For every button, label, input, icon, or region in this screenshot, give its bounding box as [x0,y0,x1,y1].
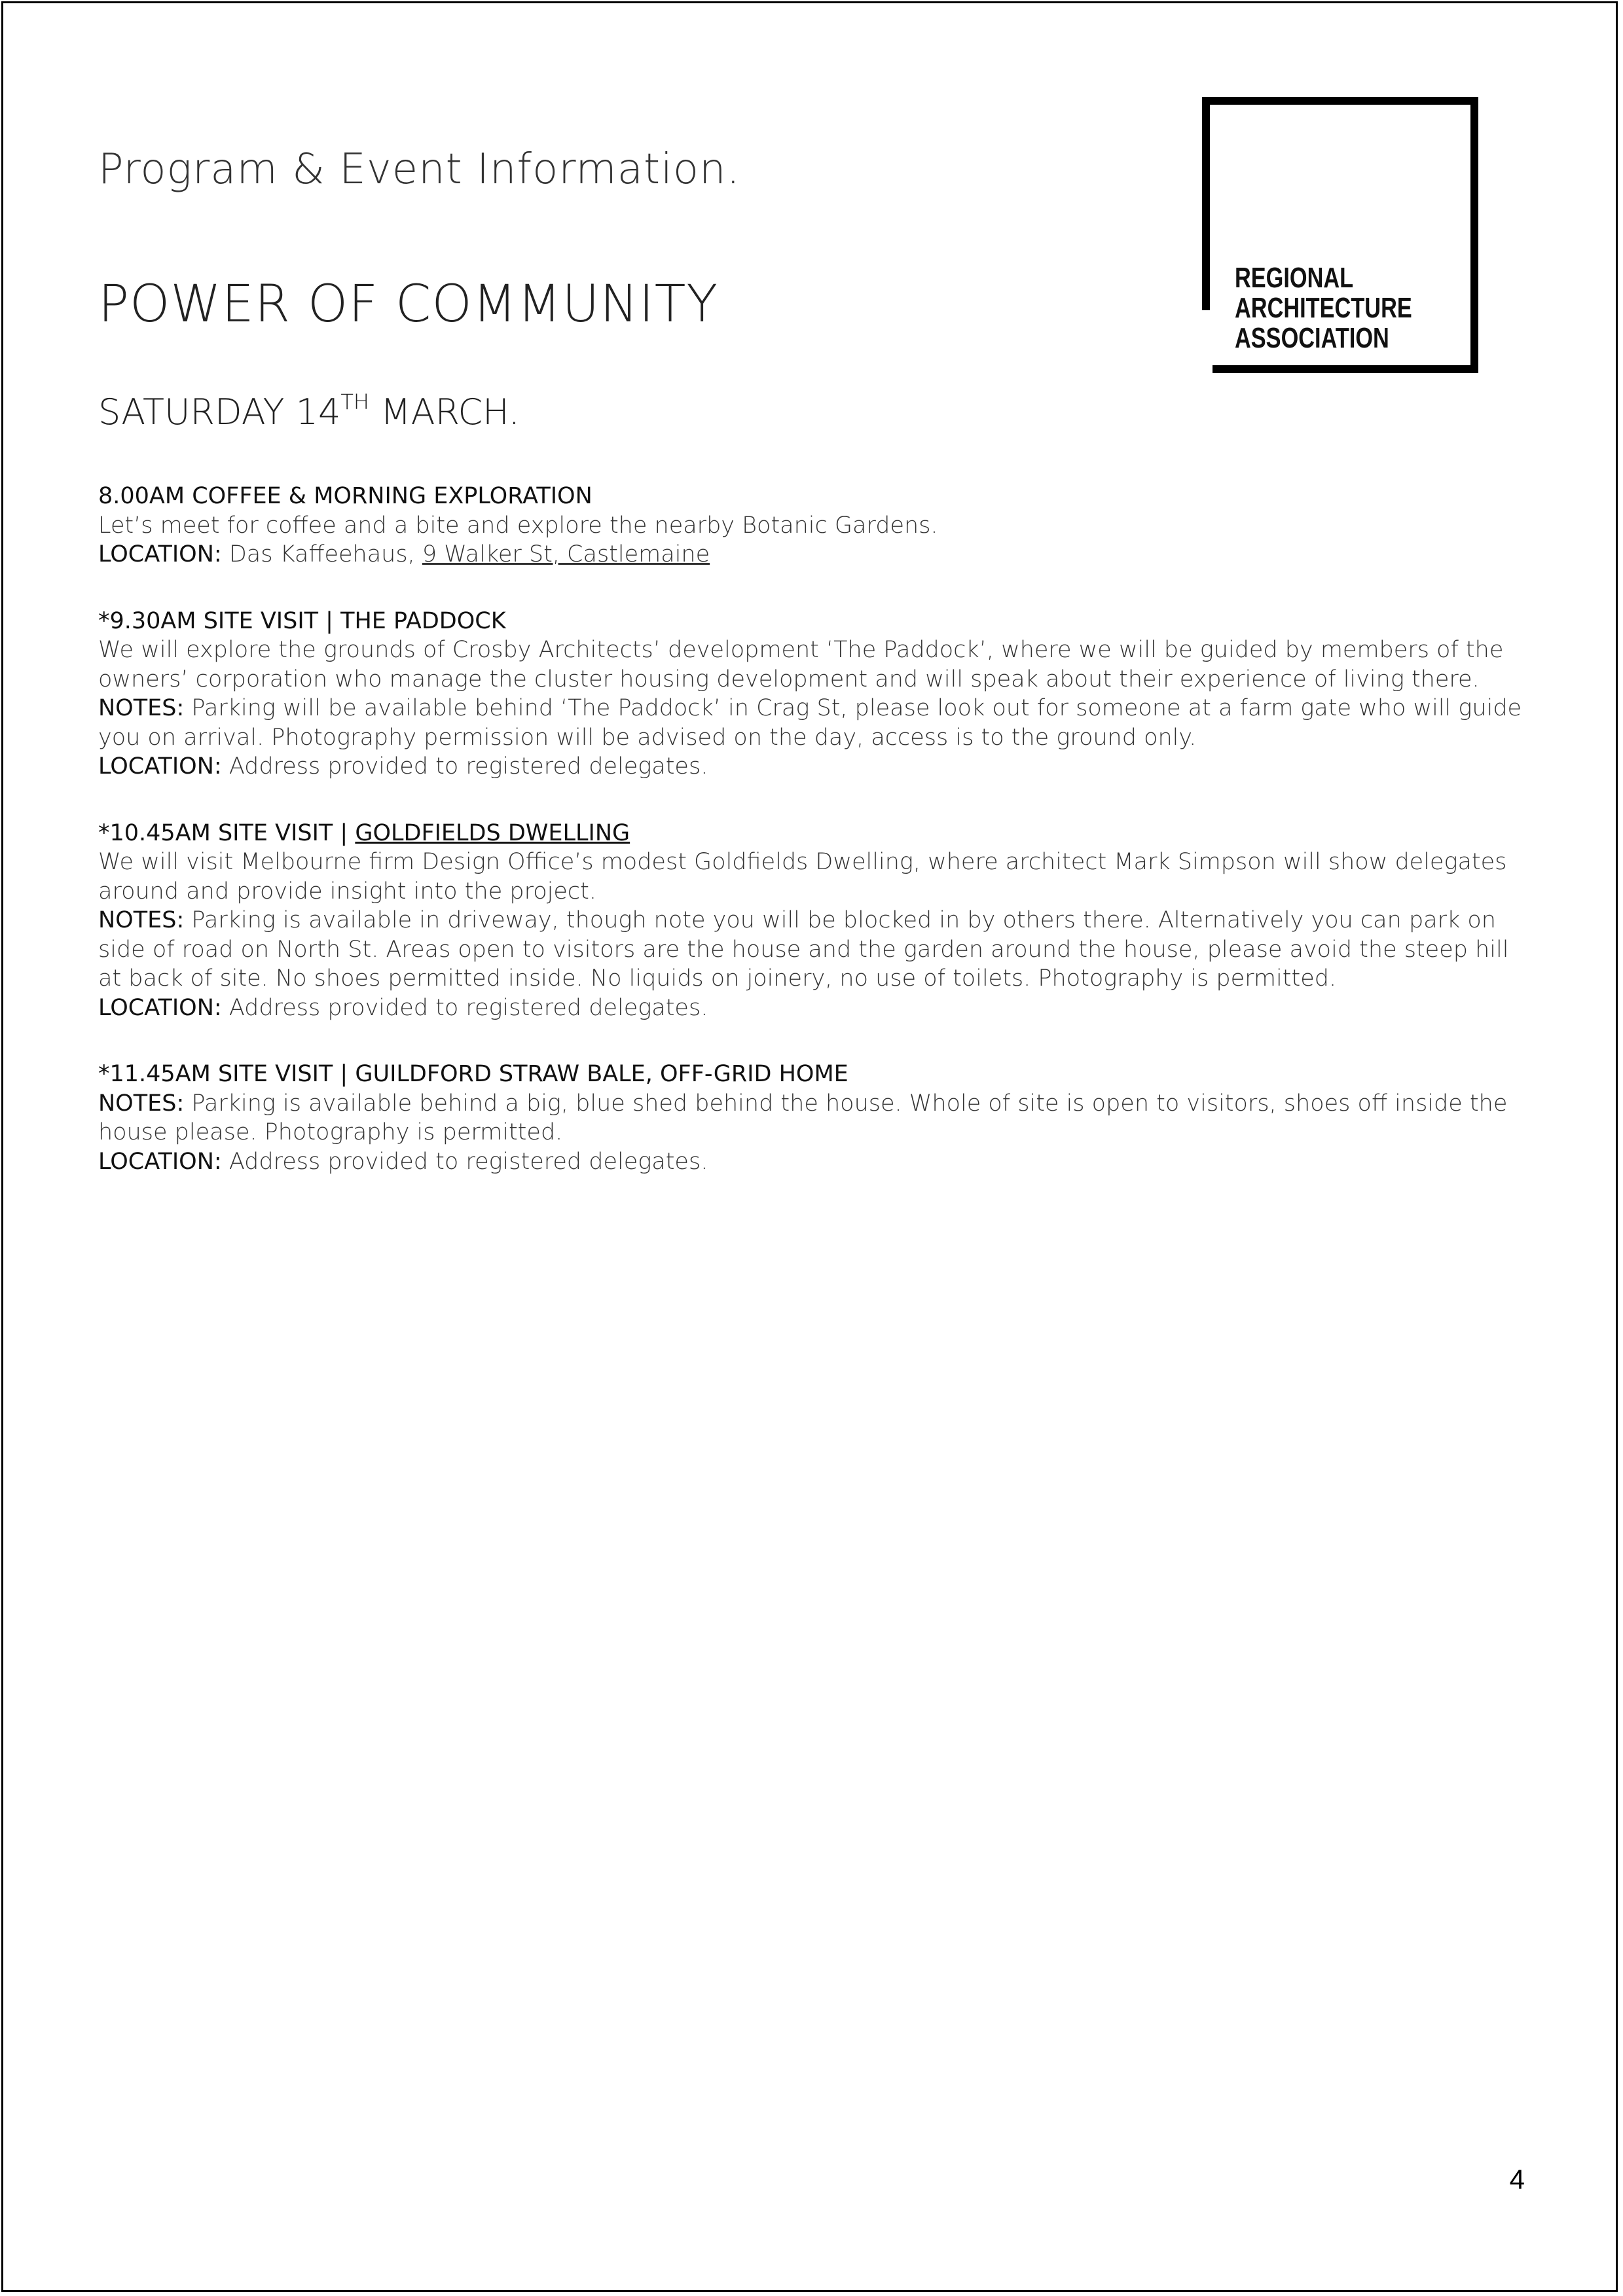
program-item-coffee [98,482,1532,569]
item-description: We will visit Melbourne firm Design Office’s modest Goldfields Dwelling, where architect Mark Simpson will show delegates around and provide insight into the project. [98,849,1507,905]
program-content [98,482,1532,1213]
logo-line-3: ASSOCIATION [1235,322,1389,354]
heading-prefix: *10.45AM SITE VISIT | [98,819,356,846]
item-heading: 8.00AM COFFEE & MORNING EXPLORATION [98,483,593,509]
program-item-goldfields-dwelling [98,819,1532,1023]
program-item-guildford-straw-bale [98,1060,1532,1176]
location-text: Address provided to registered delegates. [221,994,708,1021]
item-heading: *11.45AM SITE VISIT | GUILDFORD STRAW BALE, OFF-GRID HOME [98,1061,848,1087]
location-link[interactable]: 9 Walker St, Castlemaine [422,541,710,567]
item-notes [98,1089,1532,1147]
notes-label: NOTES: [98,695,185,721]
regional-architecture-association-logo [1202,97,1478,373]
notes-label: NOTES: [98,907,185,933]
location-text: Address provided to registered delegates. [221,1148,708,1175]
location-text: Address provided to registered delegates. [221,753,708,780]
page-header-title: Program & Event Information. [98,145,740,194]
notes-label: NOTES: [98,1090,185,1117]
notes-text: Parking is available in driveway, though note you will be blocked in by others there. Alternatively you can park on side of road on North St. Areas open to visitors are the house and the garden around the house, please avoid the steep hill at back of site. No shoes permitted inside. No liquids on joinery, no use of toilets. Photography is permitted. [98,907,1509,992]
location-label: LOCATION: [98,541,222,567]
notes-text: Parking will be available behind ‘The Paddock’ in Crag St, please look out for someone at a farm gate who will guide you on arrival. Photography permission will be advised on the day, access is to the ground only. [98,695,1522,751]
item-heading: *9.30AM SITE VISIT | THE PADDOCK [98,607,506,634]
logo-line-1: REGIONAL [1235,262,1354,294]
event-title: POWER OF COMMUNITY [98,275,719,334]
page-number: 4 [1509,2164,1525,2195]
notes-text: Parking is available behind a big, blue shed behind the house. Whole of site is open to visitors, shoes off inside the house please. Photography is permitted. [98,1090,1508,1145]
item-notes [98,694,1532,752]
item-location [98,994,1532,1023]
goldfields-dwelling-link[interactable]: GOLDFIELDS DWELLING [355,819,630,846]
program-item-the-paddock [98,607,1532,781]
item-description: Let’s meet for coffee and a bite and explore the nearby Botanic Gardens. [98,512,938,539]
item-description: We will explore the grounds of Crosby Architects’ development ‘The Paddock’, where we will be guided by members of the owners’ corporation who manage the cluster housing development and will speak about their experience of living there. [98,637,1504,692]
item-location [98,1147,1532,1177]
item-location [98,752,1532,781]
location-label: LOCATION: [98,994,222,1021]
location-label: LOCATION: [98,1148,222,1175]
date-superscript: TH [340,389,369,414]
logo-wordmark [1235,263,1412,353]
item-heading [98,819,1532,848]
location-label: LOCATION: [98,753,222,780]
logo-frame-gap [1201,310,1213,373]
date-heading [98,391,520,433]
location-text: Das Kaffeehaus, [221,541,422,567]
date-suffix: MARCH. [369,391,520,433]
logo-line-2: ARCHITECTURE [1235,292,1412,324]
item-location [98,540,1532,569]
date-prefix: SATURDAY 14 [98,391,341,433]
item-notes [98,906,1532,994]
